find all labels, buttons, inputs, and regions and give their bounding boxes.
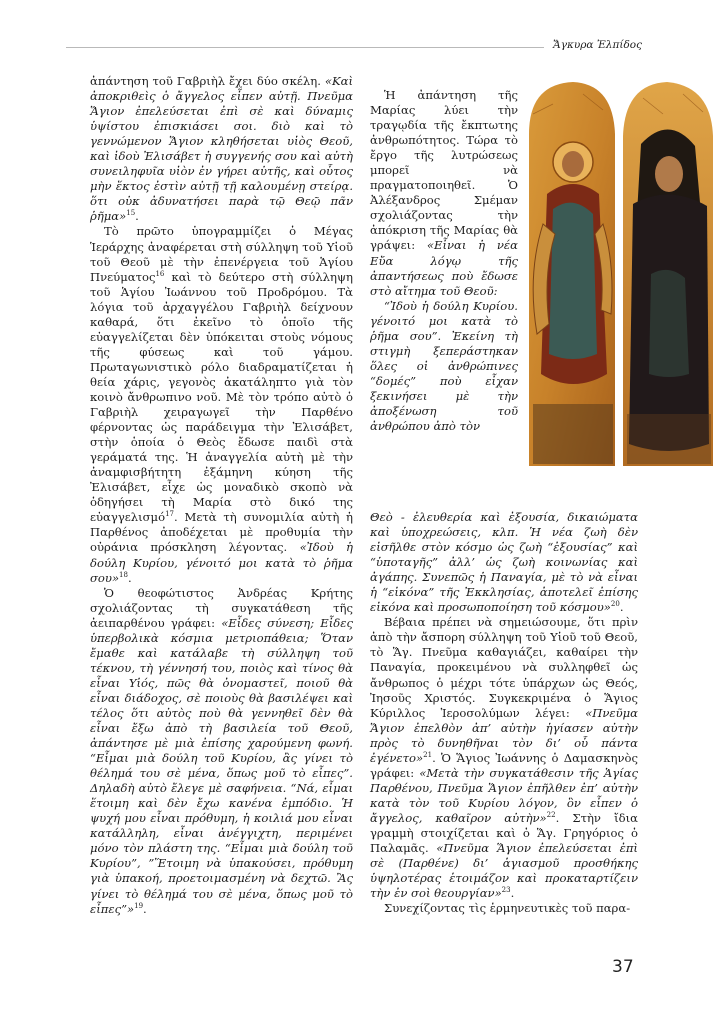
text-run: «Εἶδες σύνεση; Εἶδες ὑπερβολικὰ κόσμια μετριοπάθεια; Ὅταν ἔμαθε καὶ κατάλαβε τὴ σύλληψη τοῦ τέκνου, τὴ γέννησή του, ποιὸς καὶ τίνος θὰ εἶναι Υἱός, πῶς θὰ ὀνομαστεῖ, ποιοῦ θὰ εἶναι διάδοχος, σὲ ποιοὺς θὰ βασιλέψει καὶ τέλος ὅτι αὐτὸς ποὺ θὰ γεννηθεῖ δὲν θὰ εἶναι ἔξω ἀπὸ τὴ βασιλεία τοῦ Θεοῦ, ἀπάντησε μὲ μιὰ ἐπίσης χαρούμενη φωνή. “Εἶμαι μιὰ δούλη τοῦ Κυρίου, ἂς γίνει τὸ θέλημά του σὲ μένα, ὅπως μοῦ τὸ εἶπες”. Δηλαδὴ αὐτὸ ἔλεγε μὲ σαφήνεια. “Νά, εἶμαι ἕτοιμη καὶ δὲν ἔχω κανένα ἐμπόδιο. Ἡ ψυχή μου εἶναι πρόθυμη, ἡ κοιλιά μου εἶναι κατάλληλη, εἶναι ἀνέγγιχτη, περιμένει μόνο τὸν πλάστη της. “Εἶμαι μιὰ δούλη τοῦ Κυρίου”, ”Ἕτοιμη νὰ ὑπακούσει, πρόθυμη γιὰ ὑπακοή, προετοιμασμένη νὰ δεχτῶ. Ἂς γίνει τὸ θέλημά του σὲ μένα, ὅπως μοῦ τὸ εἶπες”» — [90, 615, 354, 916]
text-run: Βέβαια πρέπει νὰ σημειώσουμε, ὅτι πρὶν ἀπὸ τὴν ἄσπορη σύλληψη τοῦ Υἱοῦ τοῦ Θεοῦ, τὸ Ἅγ. Πνεῦμα καθαγιάζει, καθαίρει τὴν Παναγία, προκειμένου νὰ συλληφθεῖ ὡς ἄνθρωπος ὁ μέχρι τότε ὑπάρχων ὡς Θεός, Ἰησοῦς Χριστός. Συγκεκριμένα ὁ Ἅγιος Κύριλλος Ἱεροσολύμων λέγει: — [370, 615, 638, 720]
right-column-top — [370, 88, 518, 434]
text-run: . — [510, 886, 515, 901]
footnote-ref: 21 — [423, 750, 433, 759]
page-number: 37 — [612, 957, 634, 977]
footnote-ref: 22 — [546, 811, 556, 820]
footnote-ref: 16 — [155, 269, 165, 278]
running-header: Ἄγκυρα Ἐλπίδος — [553, 39, 643, 51]
text-run: Συνεχίζοντας τὶς ἑρμηνευτικὲς τοῦ παρα- — [384, 901, 631, 916]
text-run: «Μετὰ τὴν συγκατάθεσιν τῆς Ἁγίας Παρθένου, Πνεῦμα Ἅγιον ἐπῆλθεν ἐπ’ αὐτὴν κατὰ τὸν τοῦ Κυρίου λόγον, ὃν εἶπεν ὁ ἄγγελος, καθαῖρον αὐτὴν» — [370, 765, 638, 825]
header-rule — [66, 47, 544, 48]
paragraph — [90, 74, 353, 224]
text-run: καὶ τὸ δεύτερο στὴ σύλληψη τοῦ Ἁγίου Ἰωάννου τοῦ Προδρόμου. Τὰ λόγια τοῦ ἀρχαγγέλου Γαβριὴλ δείχνουν καθαρά, ὅτι ἐκεῖνο τὸ ὁποῖο τῆς εὐαγγελίζεται δὲν ὑπόκειται στοὺς νόμους τῆς φύσεως καὶ τοῦ γάμου. Πρωταγωνιστικὸ ρόλο διαδραματίζεται ἡ θεία χάρις, γεγονὸς ἀκατάληπτο γιὰ τὸν κοινὸ ἄνθρωπινο νοῦ. Μὲ τὸν τρόπο αὐτὸ ὁ Γαβριὴλ χειραγωγεῖ τὴν Παρθένο φέρνοντας ὡς παράδειγμα τὴν Ἐλισάβετ, στὴν ὁποία ὁ Θεὸς ἔδωσε παιδὶ στὰ γεράματά της. Ἡ ἀναγγελία αὐτὴ μὲ τὴν ἀναμφισβήτητη ἐξάμηνη κύηση τῆς Ἐλισάβετ, εἶχε ὡς μοναδικὸ σκοπὸ νὰ ὁδηγήσει τὴ Μαρία στὸ δικό της εὐαγγελισμό — [90, 269, 353, 525]
text-run: . — [619, 600, 624, 615]
paragraph — [370, 901, 638, 916]
text-run: . — [135, 209, 139, 224]
footnote-ref: 17 — [165, 510, 174, 519]
annunciation-icon-image — [523, 74, 716, 466]
footnote-ref: 23 — [501, 886, 511, 895]
paragraph — [370, 510, 638, 615]
paragraph — [90, 586, 353, 917]
footnote-ref: 18 — [119, 570, 128, 579]
footnote-ref: 20 — [610, 600, 620, 609]
text-run: «Ἰδοὺ ἡ δούλη Κυρίου, γένοιτό μοι κατὰ τὸ ῥῆμα σου» — [90, 540, 353, 585]
text-run: Ὁ θεοφώτιστος Ἀνδρέας Κρήτης σχολιάζοντας τὴ συγκατάθεση τῆς ἀειπαρθένου γράφει: — [90, 585, 353, 630]
text-run: “Ἰδοὺ ἡ δούλη Κυρίου. γένοιτό μοι κατὰ τὸ ῥῆμα σου”. Ἐκείνη τὴ στιγμὴ ξεπεράστηκαν ὅλες οἱ ἀνθρώπινες “δομές” ποὺ εἶχαν ξεκινήσει μὲ τὴν ἀποξένωση τοῦ ἀνθρώπου ἀπὸ τὸν — [370, 298, 518, 434]
text-run: «Εἶναι ἡ νέα Εὔα λόγῳ τῆς ἀπαντήσεως ποὺ ἔδωσε στὸ αἴτημα τοῦ Θεοῦ: — [370, 238, 518, 298]
paragraph — [370, 88, 518, 299]
right-column-bottom — [370, 510, 638, 916]
text-run: Θεὸ - ἐλευθερία καὶ ἐξουσία, δικαιώματα καὶ ὑποχρεώσεις, κλπ. Ἡ νέα ζωὴ δὲν εἰσῆλθε στὸν κόσμο ὡς ζωὴ “ἐξουσίας” καὶ “ὑποταγῆς” ἀλλ’ ὡς ζωὴ κοινωνίας καὶ ἀγάπης. Συνεπῶς ἡ Παναγία, μὲ τὸ νὰ εἶναι ἡ “εἰκόνα” τῆς Ἐκκλησίας, ἀποτελεῖ ἐπίσης εἰκόνα καὶ προσωποποίηση τοῦ κόσμου» — [370, 510, 638, 615]
left-column — [90, 74, 353, 917]
text-run: . Μετὰ τὴ συνομιλία αὐτὴ ἡ Παρθένος ἀποδέχεται μὲ προθυμία τὴν οὐράνια πρόσκληση λέγοντας. — [90, 510, 353, 555]
paragraph — [90, 224, 353, 585]
text-run: Τὸ πρῶτο ὑπογραμμίζει ὁ Μέγας Ἱεράρχης ἀναφέρεται στὴ σύλληψη τοῦ Υἱοῦ τοῦ Θεοῦ μὲ τὴν ἐπενέργεια τοῦ Ἁγίου Πνεύματος — [90, 224, 353, 284]
text-run: . Στὴν ἴδια γραμμὴ στοιχίζεται καὶ ὁ Ἅγ. Γρηγόριος ὁ Παλαμᾶς. — [370, 810, 638, 856]
text-run: . — [143, 901, 147, 916]
annunciation-icon — [523, 74, 716, 466]
text-run: «Πνεῦμα Ἅγιον ἐπελθὸν ἀπ’ αὐτὴν ἡγίασεν αὐτὴν πρὸς τὸ δυνηθῆναι τὸν δι’ οὗ πάντα ἐγένετο» — [370, 705, 638, 765]
paragraph — [370, 299, 518, 434]
footnote-ref: 19 — [134, 901, 144, 910]
paragraph — [370, 615, 638, 901]
footnote-ref: 15 — [126, 209, 136, 218]
text-run: ἀπάντηση τοῦ Γαβριὴλ ἔχει δύο σκέλη. — [90, 74, 325, 88]
text-run: . — [127, 570, 132, 585]
text-run: Ἡ ἀπάντηση τῆς Μαρίας λύει τὴν τραγῳδία τῆς ἔκπτωτης ἀνθρωπότητος. Τώρα τὸ ἔργο τῆς λυτρώσεως μπορεῖ νὰ πραγματοποιηθεῖ. Ὁ Ἀλέξανδρος Σμέμαν σχολιάζοντας τὴν ἀπόκριση τῆς Μαρίας θὰ γράψει: — [370, 88, 518, 253]
text-run: «Καὶ ἀποκριθεὶς ὁ ἄγγελος εἶπεν αὐτῇ. Πνεῦμα Ἅγιον ἐπελεύσεται ἐπὶ σὲ καὶ δύναμις ὑψίστου ἐπισκιάσει σοι. διὸ καὶ τὸ γεννώμενον Ἅγιον κληθήσεται υἱὸς Θεοῦ, καὶ ἰδοὺ Ἐλισάβετ ἡ συγγενής σου καὶ αὐτὴ συνειληφυῖα υἱὸν ἐν γήρει αὐτῆς, καὶ οὗτος μὴν ἕκτος ἐστὶν αὐτῇ τῇ καλουμένῃ στείρᾳ. ὅτι οὐκ ἀδυνατήσει παρὰ τῷ Θεῷ πᾶν ῥῆμα» — [90, 74, 353, 224]
text-run: «Πνεῦμα Ἅγιον ἐπελεύσεται ἐπὶ σὲ (Παρθένε) δι’ ἁγιασμοῦ προσθήκης ὑψηλοτέρας ἑτοιμάζον καὶ προκαταρτίζειν τὴν ἐν σοὶ θεουργίαν» — [370, 841, 638, 901]
text-run: . Ὁ Ἅγιος Ἰωάννης ὁ Δαμασκηνὸς γράφει: — [370, 750, 638, 780]
